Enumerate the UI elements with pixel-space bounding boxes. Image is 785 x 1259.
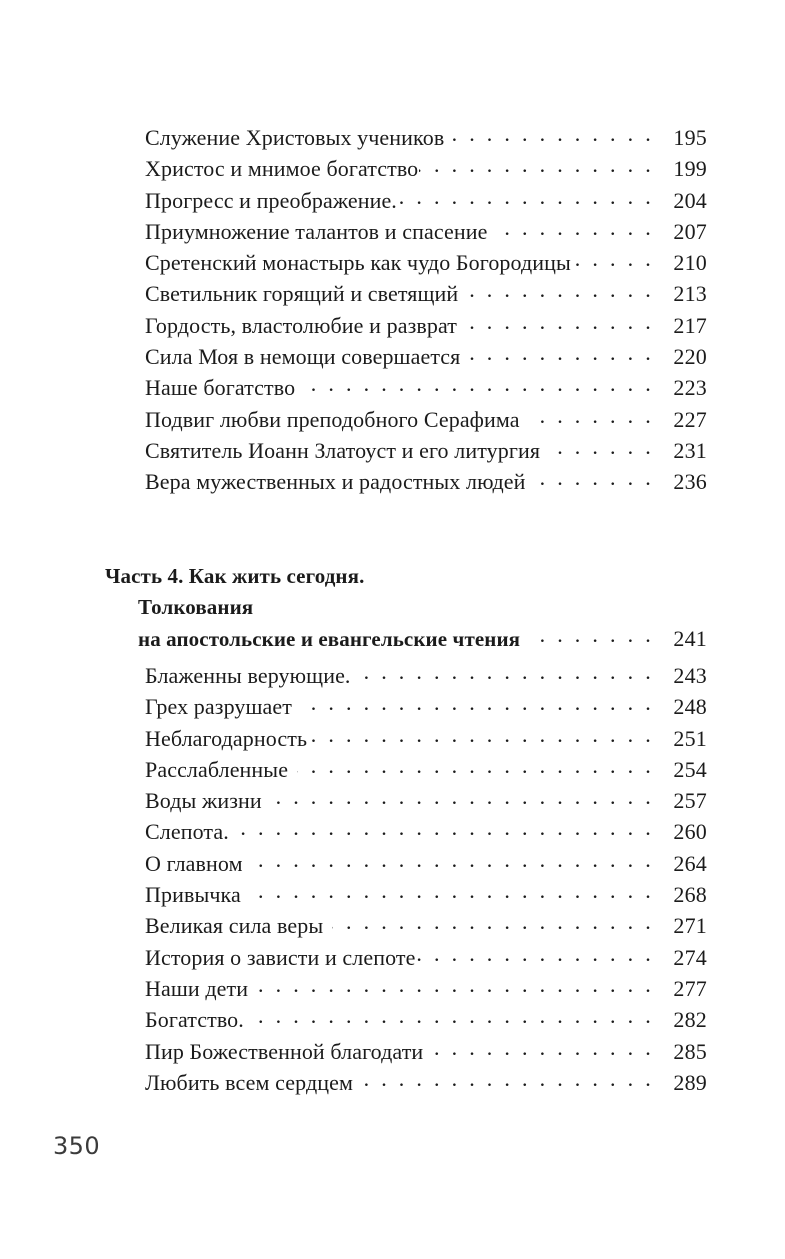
dot-leader	[535, 467, 654, 489]
toc-entry-page-number: 210	[673, 250, 707, 276]
toc-entry[interactable]	[105, 1004, 707, 1035]
toc-entry-title: Наше богатство	[145, 375, 296, 401]
toc-entry[interactable]	[105, 973, 707, 1004]
toc-entry-title: Слепота.	[145, 819, 229, 845]
toc-entry-page-number: 285	[673, 1038, 707, 1064]
toc-entry[interactable]	[105, 848, 707, 879]
folio-page-number: 350	[53, 1132, 101, 1160]
toc-entry[interactable]	[105, 247, 707, 278]
toc-entry[interactable]	[105, 754, 707, 785]
toc-entry[interactable]	[105, 910, 707, 941]
toc-entry[interactable]	[105, 122, 707, 153]
toc-entry-title: Подвиг любви преподобного Серафима	[145, 406, 520, 432]
toc-entry[interactable]	[105, 879, 707, 910]
toc-entry-title: Любить всем сердцем	[145, 1069, 354, 1095]
toc-entry-title: Расслабленные	[145, 756, 289, 782]
toc-entry[interactable]	[105, 310, 707, 341]
toc-entry[interactable]	[105, 1036, 707, 1067]
toc-entry[interactable]	[105, 660, 707, 691]
dot-leader	[271, 786, 654, 808]
dot-leader	[230, 817, 654, 839]
toc-entry-title: Наши дети	[145, 975, 249, 1001]
part-heading-line-1: Часть 4. Как жить сегодня.	[105, 564, 365, 588]
toc-entry-title: Светильник горящий и светящий	[145, 281, 459, 307]
toc-entry-title: Христос и мнимое богатство	[145, 156, 419, 182]
toc-entry[interactable]	[105, 404, 707, 435]
toc-entry-page-number: 220	[673, 344, 707, 370]
dot-leader	[362, 1068, 654, 1090]
dot-leader	[572, 248, 654, 270]
toc-entry-page-number: 264	[673, 850, 707, 876]
toc-entry-page-number: 282	[673, 1007, 707, 1033]
dot-leader	[453, 123, 654, 145]
dot-leader	[398, 186, 654, 208]
toc-entry-title: Привычка	[145, 882, 241, 908]
part-heading-line-3: на апостольские и евангельские чтения	[138, 627, 521, 651]
toc-entry-page-number: 227	[673, 406, 707, 432]
dot-leader	[249, 974, 654, 996]
toc-entry-title: Великая сила веры	[145, 913, 324, 939]
toc-entry-title: Неблагодарность	[145, 725, 308, 751]
toc-entry[interactable]	[105, 942, 707, 973]
toc-entry-page-number: 251	[673, 725, 707, 751]
dot-leader	[332, 911, 654, 933]
toc-entry[interactable]	[105, 723, 707, 754]
toc-entry-title: История о зависти и слепоте	[145, 944, 416, 970]
dot-leader	[301, 692, 654, 714]
dot-leader	[304, 373, 654, 395]
toc-entry-title: Прогресс и преображение.	[145, 187, 397, 213]
dot-leader	[416, 943, 654, 965]
toc-entry-page-number: 231	[673, 437, 707, 463]
toc-entry-page-number: 243	[673, 663, 707, 688]
toc-entry-title: Святитель Иоанн Златоуст и его литургия	[145, 437, 541, 463]
toc-entry-page-number: 254	[673, 756, 707, 782]
dot-leader	[308, 724, 654, 746]
toc-entry[interactable]	[105, 1067, 707, 1098]
toc-entry[interactable]	[105, 816, 707, 847]
toc-entry[interactable]	[105, 785, 707, 816]
toc-entry-page-number: 257	[673, 788, 707, 814]
dot-leader	[467, 279, 654, 301]
toc-entry-title: Гордость, властолюбие и разврат	[145, 312, 457, 338]
toc-entry-page-number: 217	[673, 312, 707, 338]
toc-section-lower	[105, 660, 707, 1098]
dot-leader	[297, 755, 654, 777]
toc-entry-page-number: 277	[673, 975, 707, 1001]
dot-leader	[419, 154, 654, 176]
dot-leader	[250, 880, 654, 902]
toc-entry-page-number: 260	[673, 819, 707, 845]
toc-entry-title: Грех разрушает	[145, 694, 292, 720]
toc-entry-title: Блаженны верующие.	[145, 663, 351, 688]
toc-entry-title: Пир Божественной благодати	[145, 1038, 424, 1064]
dot-leader	[496, 217, 654, 239]
dot-leader	[469, 342, 654, 364]
toc-entry-title: Сретенский монастырь как чудо Богородицы	[145, 250, 571, 276]
toc-entry[interactable]	[105, 435, 707, 466]
toc-entry-page-number: 213	[673, 281, 707, 307]
page-number: 241	[673, 626, 707, 651]
toc-entry[interactable]	[105, 341, 707, 372]
toc-entry-page-number: 289	[673, 1069, 707, 1095]
part-heading-entry	[105, 623, 707, 655]
toc-entry-page-number: 207	[673, 218, 707, 244]
toc-entry[interactable]	[105, 372, 707, 403]
toc-entry-title: Приумножение талантов и спасение	[145, 218, 488, 244]
toc-entry[interactable]	[105, 153, 707, 184]
dot-leader	[549, 436, 654, 458]
toc-entry-page-number: 223	[673, 375, 707, 401]
dot-leader	[530, 624, 654, 646]
dot-leader	[466, 311, 654, 333]
toc-entry[interactable]	[105, 216, 707, 247]
toc-entry-title: Сила Моя в немощи совершается	[145, 344, 461, 370]
toc-entry[interactable]	[105, 466, 707, 497]
toc-entry[interactable]	[105, 185, 707, 216]
dot-leader	[245, 1005, 654, 1027]
toc-entry-page-number: 274	[673, 944, 707, 970]
toc-entry-title: Воды жизни	[145, 788, 262, 814]
toc-entry[interactable]	[105, 691, 707, 722]
toc-entry-page-number: 199	[673, 156, 707, 182]
toc-entry-page-number: 195	[673, 125, 707, 150]
toc-entry-title: Богатство.	[145, 1007, 244, 1033]
toc-entry-title: Служение Христовых учеников	[145, 125, 445, 150]
part-heading-group	[105, 561, 707, 655]
toc-entry[interactable]	[105, 278, 707, 309]
toc-entry-page-number: 271	[673, 913, 707, 939]
toc-entry-page-number: 268	[673, 882, 707, 908]
dot-leader	[352, 661, 654, 683]
dot-leader	[529, 405, 654, 427]
part-heading-line-2: Толкования	[138, 595, 254, 619]
toc-section-upper	[105, 122, 707, 498]
toc-entry-page-number: 248	[673, 694, 707, 720]
dot-leader	[432, 1037, 654, 1059]
dot-leader	[252, 849, 654, 871]
toc-entry-page-number: 236	[673, 469, 707, 495]
toc-entry-title: О главном	[145, 850, 243, 876]
toc-entry-page-number: 204	[673, 187, 707, 213]
toc-entry-title: Вера мужественных и радостных людей	[145, 469, 526, 495]
